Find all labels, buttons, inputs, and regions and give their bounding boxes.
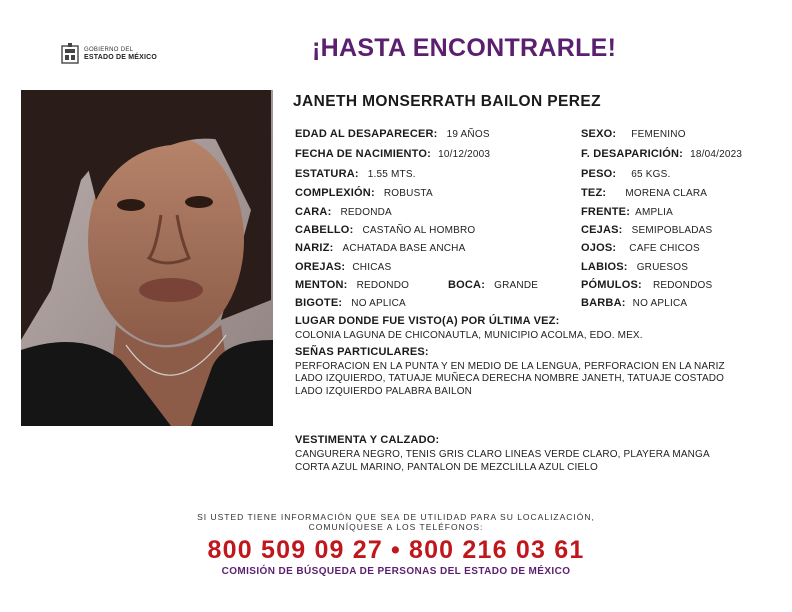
label-peso: PESO: xyxy=(581,168,617,180)
phone-separator: • xyxy=(391,536,401,564)
label-menton: MENTON: xyxy=(295,279,348,291)
value-boca: GRANDE xyxy=(494,280,539,291)
label-nacimiento: FECHA DE NACIMIENTO: xyxy=(295,148,431,160)
label-complexion: COMPLEXIÓN: xyxy=(295,187,375,199)
field-ojos xyxy=(581,242,700,254)
field-cabello xyxy=(295,224,475,236)
field-desaparicion xyxy=(581,148,742,160)
commission-name: COMISIÓN DE BÚSQUEDA DE PERSONAS DEL ESTADO DE MÉXICO xyxy=(221,566,571,577)
value-orejas: CHICAS xyxy=(352,262,392,273)
label-edad: EDAD AL DESAPARECER: xyxy=(295,128,438,140)
phone-2[interactable]: 800 216 03 61 xyxy=(408,536,585,564)
field-nacimiento xyxy=(295,148,490,160)
value-barba: NO APLICA xyxy=(632,298,688,309)
label-ojos: OJOS: xyxy=(581,242,617,254)
portrait-illustration xyxy=(21,90,273,426)
value-nacimiento: 10/12/2003 xyxy=(438,149,491,160)
value-sexo: FEMENINO xyxy=(631,129,686,140)
logo-line2: ESTADO DE MÉXICO xyxy=(84,54,158,61)
last-seen-text: COLONIA LAGUNA DE CHICONAUTLA, MUNICIPIO ACOLMA, EDO. MEX. xyxy=(295,330,643,341)
field-pomulos xyxy=(581,279,712,291)
field-bigote xyxy=(295,297,406,309)
field-edad xyxy=(295,128,490,140)
field-barba xyxy=(581,297,687,309)
value-cabello: CASTAÑO AL HOMBRO xyxy=(362,225,476,236)
last-seen-title: LUGAR DONDE FUE VISTO(A) POR ÚLTIMA VEZ: xyxy=(295,315,560,327)
field-sexo xyxy=(581,128,686,140)
label-cara: CARA: xyxy=(295,206,332,218)
headline: ¡HASTA ENCONTRARLE! xyxy=(312,34,617,62)
value-frente: AMPLIA xyxy=(635,207,674,218)
field-estatura xyxy=(295,168,416,180)
field-orejas xyxy=(295,261,391,273)
value-ojos: CAFE CHICOS xyxy=(629,243,700,254)
missing-person-photo xyxy=(21,90,273,426)
field-boca xyxy=(448,279,538,291)
field-complexion xyxy=(295,187,433,199)
field-peso xyxy=(581,168,671,180)
value-edad: 19 AÑOS xyxy=(446,129,490,140)
logo-line1: GOBIERNO DEL xyxy=(84,47,134,53)
value-bigote: NO APLICA xyxy=(351,298,406,309)
marks-line-3: LADO IZQUIERDO PALABRA BAILON xyxy=(295,386,472,397)
marks-title: SEÑAS PARTICULARES: xyxy=(295,346,429,358)
label-desaparicion: F. DESAPARICIÓN: xyxy=(581,148,684,160)
value-cara: REDONDA xyxy=(340,207,392,218)
value-tez: MORENA CLARA xyxy=(625,188,708,199)
marks-line-1: PERFORACION EN LA PUNTA Y EN MEDIO DE LA LENGUA, PERFORACION EN LA NARIZ xyxy=(295,361,725,372)
label-pomulos: PÓMULOS: xyxy=(581,279,642,291)
value-desaparicion: 18/04/2023 xyxy=(690,149,743,160)
label-sexo: SEXO: xyxy=(581,128,617,140)
value-complexion: ROBUSTA xyxy=(383,188,433,199)
label-labios: LABIOS: xyxy=(581,261,628,273)
field-cara xyxy=(295,206,392,218)
clothing-line-1: CANGURERA NEGRO, TENIS GRIS CLARO LINEAS VERDE CLARO, PLAYERA MANGA xyxy=(295,449,710,460)
clothing-title: VESTIMENTA Y CALZADO: xyxy=(295,434,440,446)
government-logo xyxy=(60,40,170,68)
label-tez: TEZ: xyxy=(581,187,607,199)
label-frente: FRENTE: xyxy=(581,206,631,218)
footer-note-1: SI USTED TIENE INFORMACIÓN QUE SEA DE UTILIDAD PARA SU LOCALIZACIÓN, xyxy=(197,512,595,522)
marks-line-2: LADO IZQUIERDO, TATUAJE MUÑECA DERECHA NOMBRE JANETH, TATUAJE COSTADO xyxy=(295,373,725,384)
value-peso: 65 KGS. xyxy=(631,169,671,180)
label-boca: BOCA: xyxy=(448,279,486,291)
person-name: JANETH MONSERRATH BAILON PEREZ xyxy=(293,93,601,110)
label-bigote: BIGOTE: xyxy=(295,297,343,309)
footer-note-2: COMUNÍQUESE A LOS TELÉFONOS: xyxy=(308,522,484,532)
field-cejas xyxy=(581,224,712,236)
label-cejas: CEJAS: xyxy=(581,224,623,236)
value-labios: GRUESOS xyxy=(636,262,689,273)
phone-1[interactable]: 800 509 09 27 xyxy=(207,536,384,564)
value-estatura: 1.55 MTS. xyxy=(367,169,416,180)
field-labios xyxy=(581,261,688,273)
state-seal-icon xyxy=(60,43,80,65)
label-nariz: NARIZ: xyxy=(295,242,334,254)
value-nariz: ACHATADA BASE ANCHA xyxy=(342,243,466,254)
label-cabello: CABELLO: xyxy=(295,224,354,236)
label-orejas: OREJAS: xyxy=(295,261,346,273)
label-barba: BARBA: xyxy=(581,297,626,309)
field-nariz xyxy=(295,242,465,254)
value-cejas: SEMIPOBLADAS xyxy=(631,225,713,236)
phone-numbers xyxy=(0,536,792,565)
value-pomulos: REDONDOS xyxy=(652,280,713,291)
clothing-line-2: CORTA AZUL MARINO, PANTALON DE MEZCLILLA AZUL CIELO xyxy=(295,462,598,473)
label-estatura: ESTATURA: xyxy=(295,168,359,180)
field-tez xyxy=(581,187,707,199)
field-frente xyxy=(581,206,673,218)
field-menton xyxy=(295,279,409,291)
value-menton: REDONDO xyxy=(356,280,410,291)
